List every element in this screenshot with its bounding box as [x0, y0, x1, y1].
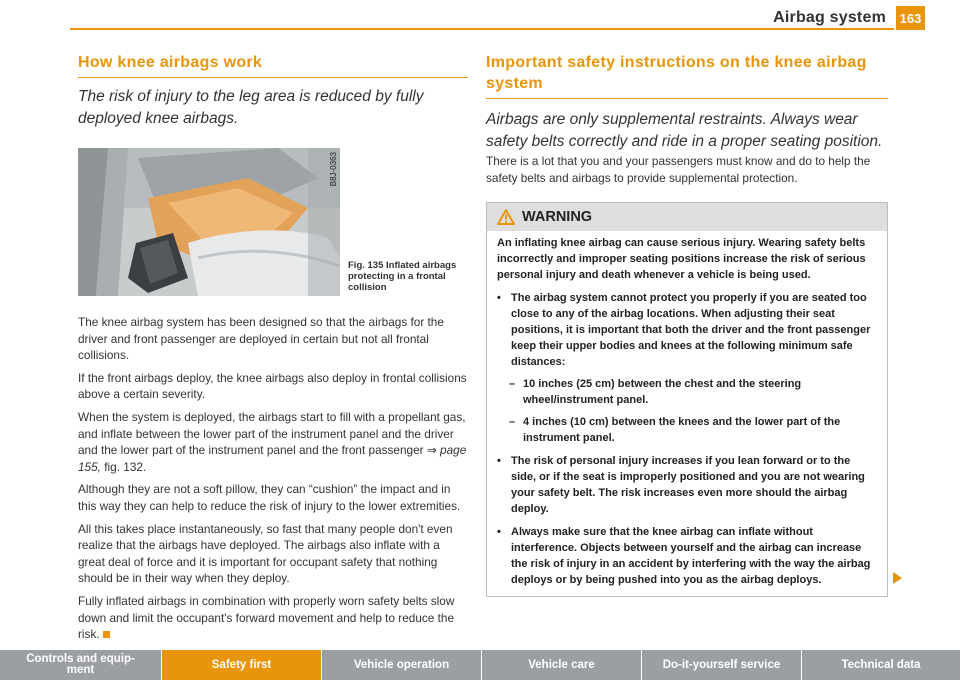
nav-tab-controls-and-equipment[interactable]: Controls and equip- ment — [0, 650, 162, 680]
nav-tab-do-it-yourself-service[interactable]: Do-it-yourself service — [642, 650, 802, 680]
section-title-rule — [78, 77, 468, 78]
paragraph-text: When the system is deployed, the airbags start to fill with a propellant gas, and inflate between the lower part of the instrument panel and the driver and the lower part of the instrument panel and the front passenger — [78, 409, 466, 458]
bullet-text: The risk of personal injury increases if you lean forward or to the side, or if the seat is improperly positioned and you are not wearing your safety belt. The risk increases even more should the airbag deploy. — [511, 455, 865, 516]
chapter-nav — [0, 650, 960, 680]
warning-triangle-icon — [497, 209, 515, 225]
warning-dash-item — [497, 376, 877, 408]
paragraph: The knee airbag system has been designed so that the airbags for the driver and front passenger are deployed in certain but not all frontal collisions. — [78, 315, 444, 363]
dash-icon: – — [509, 378, 516, 391]
left-column — [78, 52, 468, 643]
warning-paragraph: An inflating knee airbag can cause serious injury. Wearing safety belts incorrectly and improper seating positions increase the risk of serious personal injury and death whenever a vehicle is being used. — [497, 237, 866, 282]
dash-text: 4 inches (10 cm) between the knees and the lower part of the instrument panel. — [523, 416, 841, 445]
nav-tab-safety-first[interactable]: Safety first — [162, 650, 322, 680]
end-of-section-icon — [103, 631, 110, 638]
figure-code: B8J-0363 — [329, 152, 338, 187]
bullet-icon: • — [497, 526, 501, 539]
right-column — [486, 52, 888, 597]
warning-body — [487, 231, 887, 596]
section-title-knee-airbags: How knee airbags work — [78, 54, 263, 71]
dash-icon: – — [509, 416, 516, 429]
warning-bullet — [497, 453, 877, 517]
nav-tab-vehicle-care[interactable]: Vehicle care — [482, 650, 642, 680]
continued-arrow-icon — [893, 572, 902, 584]
warning-dash-item — [497, 414, 877, 446]
page-number-badge: 163 — [896, 6, 925, 30]
warning-bullet — [497, 524, 877, 588]
paragraph — [78, 409, 468, 475]
section-lead: Airbags are only supplemental restraints. Always wear safety belts correctly and ride in a proper seating position. — [486, 111, 883, 150]
warning-bullet — [497, 290, 877, 370]
figure-135 — [78, 148, 468, 298]
dash-text: 10 inches (25 cm) between the chest and the steering wheel/instrument panel. — [523, 378, 802, 407]
paragraph-text: Fully inflated airbags in combination with properly worn safety belts slow down and limit the occupant's forward movement and help to reduce the risk. — [78, 593, 455, 642]
paragraph: All this takes place instantaneously, so fast that many people don't even realize that the airbags have deployed. The airbags also inflate with a great deal of force and it is important for occupant safety that nothing should be in their way when they deploy. — [78, 521, 453, 586]
section-title-safety-instructions: Important safety instructions on the knee airbag system — [486, 54, 867, 92]
section-title-rule — [486, 98, 888, 99]
bullet-icon: • — [497, 455, 501, 468]
warning-box — [486, 202, 888, 597]
bullet-icon: • — [497, 292, 501, 305]
header-rule — [70, 28, 894, 30]
bullet-text: The airbag system cannot protect you properly if you are seated too close to any of the airbag locations. When adjusting their seat positions, it is important that both the driver and the front passenger keep their upper bodies and knees at the following minimum safe distances: — [511, 292, 871, 369]
knee-airbag-illustration — [78, 148, 340, 296]
paragraph: Although they are not a soft pillow, they can “cushion” the impact and in this way they can help to reduce the risk of injury to the lower extremities. — [78, 482, 461, 513]
intro-paragraph: There is a lot that you and your passengers must know and do to help the safety belts and airbags to provide supplemental protection. — [486, 154, 871, 185]
warning-header — [487, 203, 887, 231]
running-header-title: Airbag system — [773, 9, 886, 26]
nav-tab-technical-data[interactable]: Technical data — [802, 650, 960, 680]
nav-tab-vehicle-operation[interactable]: Vehicle operation — [322, 650, 482, 680]
paragraph: If the front airbags deploy, the knee airbags also deploy in frontal collisions above a certain severity. — [78, 370, 467, 402]
page-cross-reference-link[interactable]: ⇒ page 155, — [78, 443, 467, 474]
paragraph-text: fig. 132. — [100, 459, 147, 474]
figure-caption: Fig. 135 Inflated airbags protecting in a frontal collision — [348, 260, 457, 293]
warning-heading: WARNING — [522, 209, 593, 226]
paragraph — [78, 593, 468, 643]
left-body — [78, 314, 468, 643]
section-lead: The risk of injury to the leg area is reduced by fully deployed knee airbags. — [78, 88, 424, 127]
bullet-text: Always make sure that the knee airbag can inflate without interference. Objects between yourself and the airbag can increase the risk of injury in an accident by interfering with the way the airbag deploys or by being pushed into you as the airbag deploys. — [511, 526, 871, 587]
